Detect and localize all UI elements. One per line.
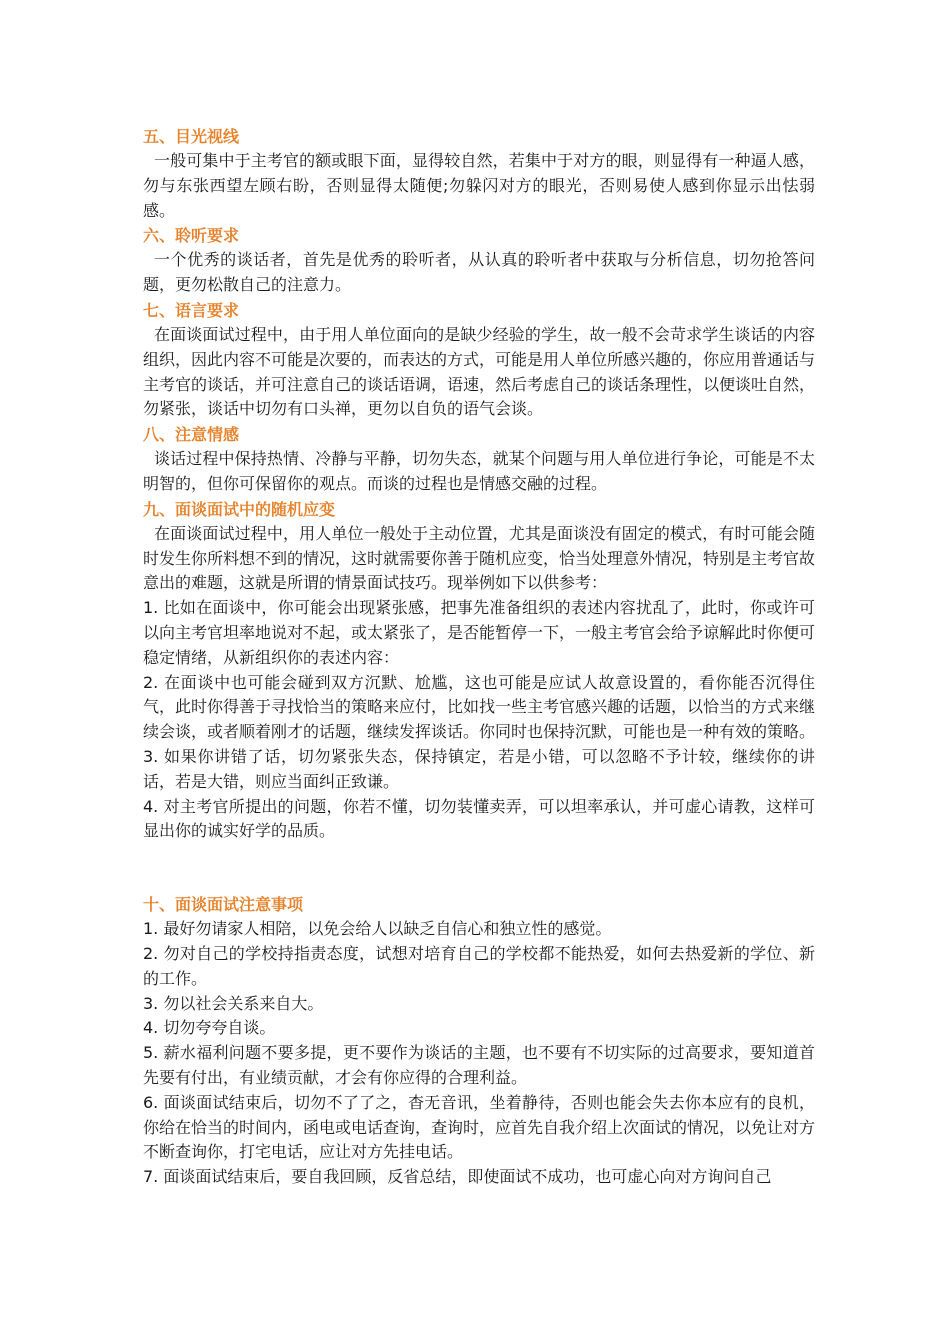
section-title: 六、聆听要求 [143, 226, 240, 246]
section-title: 八、注意情感 [143, 425, 240, 445]
section-adaptability [143, 497, 815, 844]
section-title: 五、目光视线 [143, 127, 240, 146]
section-title: 九、面谈面试中的随机应变 [143, 499, 336, 519]
section-listening [143, 223, 815, 298]
list-item: 3. 勿以社会关系来自大。 [143, 993, 324, 1013]
section-eye-contact [143, 124, 815, 223]
paragraph: 谈话过程中保持热情、冷静与平静，切勿失态，就某个问题与用人单位进行争论，可能是不太明智的，但你可保留你的观点。而谈的过程也是情感交融的过程。 [143, 449, 815, 493]
list-item: 5. 薪水福利问题不要多提，更不要作为谈话的主题，也不要有不切实际的过高要求，要知道首先要有付出，有业绩贡献，才会有你应得的合理利益。 [143, 1043, 815, 1087]
list-item: 4. 对主考官所提出的问题，你若不懂，切勿装懂卖弄，可以坦率承认，并可虚心请教，这样可显出你的诚实好学的品质。 [143, 796, 815, 841]
section-title: 十、面谈面试注意事项 [143, 895, 304, 915]
list-item: 6. 面谈面试结束后，切勿不了了之，杳无音讯，坐着静待，否则也能会失去你本应有的良机，你给在恰当的时间内，函电或电话查询，查询时，应首先自我介绍上次面试的情况，以免让对方不断查询你，打宅电话，应让对方先挂电话。 [143, 1092, 816, 1162]
list-item: 1. 比如在面谈中，你可能会出现紧张感，把事先准备组织的表述内容扰乱了，此时，你或许可以向主考官坦率地说对不起，或太紧张了，是否能暂停一下，一般主考官会给予谅解此时你便可稳定情绪，从新组织你的表述内容： [143, 598, 816, 667]
paragraph: 在面谈面试过程中，由于用人单位面向的是缺少经验的学生，故一般不会苛求学生谈话的内容组织，因此内容不可能是次要的，而表达的方式，可能是用人单位所感兴趣的，你应用普通话与主考官的谈话，并可注意自己的谈话语调，语速，然后考虑自己的谈话条理性，以便谈吐自然，勿紧张，谈话中切勿有口头禅，更勿以自负的语气会谈。 [143, 324, 816, 419]
paragraph: 在面谈面试过程中，用人单位一般处于主动位置，尤其是面谈没有固定的模式，有时可能会随时发生你所料想不到的情况，这时就需要你善于随机应变，恰当处理意外情况，特别是主考官故意出的难题，这就是所谓的情景面试技巧。现举例如下以供参考： [143, 523, 816, 593]
list-item: 4. 切勿夸夸自谈。 [143, 1018, 276, 1038]
section-interview-notes [143, 892, 815, 1190]
list-item: 7. 面谈面试结束后，要自我回顾，反省总结，即使面试不成功，也可虚心向对方询问自己 [143, 1167, 772, 1187]
list-item: 2. 勿对自己的学校持指责态度，试想对培育自己的学校都不能热爱，如何去热爱新的学位、新的工作。 [143, 943, 815, 988]
section-title: 七、语言要求 [143, 300, 240, 320]
paragraph: 一个优秀的谈话者，首先是优秀的聆听者，从认真的聆听者中获取与分析信息，切勿抢答问题，更勿松散自己的注意力。 [143, 250, 815, 295]
section-spacer [143, 844, 815, 892]
section-emotion [143, 422, 815, 497]
paragraph: 一般可集中于主考官的额或眼下面，显得较自然，若集中于对方的眼，则显得有一种逼人感，勿与东张西望左顾右盼，否则显得太随便;勿躲闪对方的眼光，否则易使人感到你显示出怯弱感。 [143, 151, 815, 220]
section-language [143, 298, 815, 422]
list-item: 1. 最好勿请家人相陪，以免会给人以缺乏自信心和独立性的感觉。 [143, 919, 612, 939]
document-page [143, 124, 815, 1190]
list-item: 3. 如果你讲错了话，切勿紧张失态，保持镇定，若是小错，可以忽略不予计较，继续你的讲话，若是大错，则应当面纠正致谦。 [143, 746, 815, 791]
list-item: 2. 在面谈中也可能会碰到双方沉默、尬尴，这也可能是应试人故意设置的，看你能否沉得住气，此时你得善于寻找恰当的策略来应付，比如找一些主考官感兴趣的话题，以恰当的方式来继续会谈，或者顺着刚才的话题，继续发挥谈话。你同时也保持沉默，可能也是一种有效的策略。 [143, 672, 816, 742]
